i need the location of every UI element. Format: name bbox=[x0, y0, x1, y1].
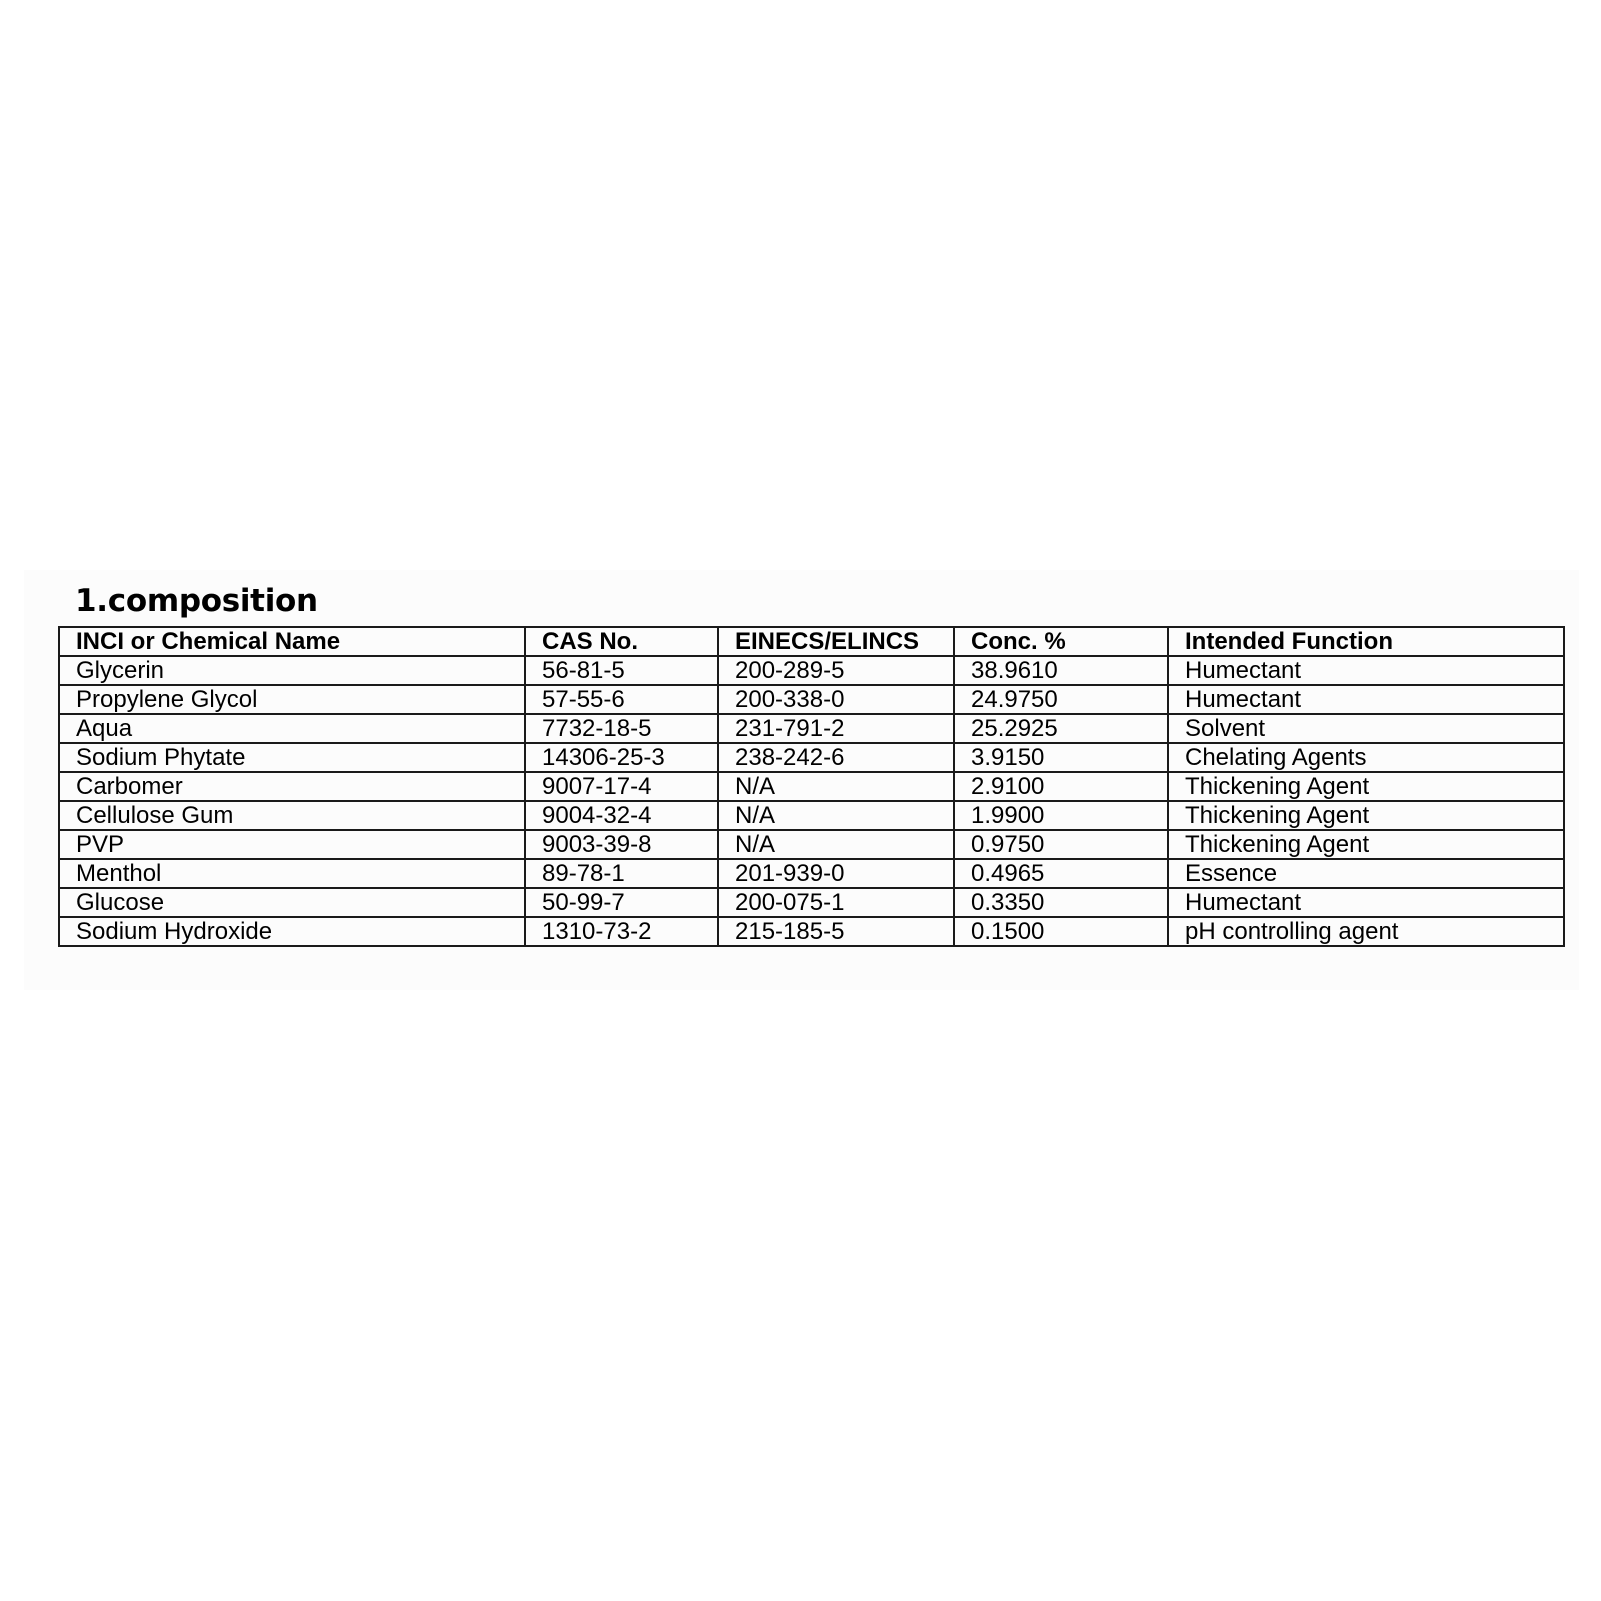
cell-einecs: 215-185-5 bbox=[718, 917, 954, 946]
cell-cas-no: 50-99-7 bbox=[525, 888, 718, 917]
table-row bbox=[59, 714, 1564, 743]
table-row bbox=[59, 685, 1564, 714]
cell-inci-name: Carbomer bbox=[59, 772, 525, 801]
cell-einecs: 231-791-2 bbox=[718, 714, 954, 743]
cell-cas-no: 14306-25-3 bbox=[525, 743, 718, 772]
cell-inci-name: PVP bbox=[59, 830, 525, 859]
table-header-row bbox=[59, 627, 1564, 656]
cell-concentration: 0.3350 bbox=[954, 888, 1168, 917]
cell-inci-name: Glycerin bbox=[59, 656, 525, 685]
header-concentration: Conc. % bbox=[954, 627, 1168, 656]
cell-function: Solvent bbox=[1168, 714, 1564, 743]
cell-einecs: 200-338-0 bbox=[718, 685, 954, 714]
cell-function: Thickening Agent bbox=[1168, 801, 1564, 830]
table-row bbox=[59, 801, 1564, 830]
composition-table bbox=[58, 626, 1565, 947]
cell-cas-no: 9004-32-4 bbox=[525, 801, 718, 830]
cell-function: Thickening Agent bbox=[1168, 830, 1564, 859]
cell-function: Chelating Agents bbox=[1168, 743, 1564, 772]
cell-einecs: N/A bbox=[718, 772, 954, 801]
cell-einecs: 201-939-0 bbox=[718, 859, 954, 888]
cell-concentration: 25.2925 bbox=[954, 714, 1168, 743]
cell-function: Humectant bbox=[1168, 656, 1564, 685]
cell-concentration: 2.9100 bbox=[954, 772, 1168, 801]
header-intended-function: Intended Function bbox=[1168, 627, 1564, 656]
section-title: 1.composition bbox=[75, 583, 318, 619]
cell-cas-no: 89-78-1 bbox=[525, 859, 718, 888]
header-einecs-elincs: EINECS/ELINCS bbox=[718, 627, 954, 656]
cell-concentration: 38.9610 bbox=[954, 656, 1168, 685]
table-row bbox=[59, 917, 1564, 946]
table-row bbox=[59, 859, 1564, 888]
cell-inci-name: Propylene Glycol bbox=[59, 685, 525, 714]
cell-inci-name: Aqua bbox=[59, 714, 525, 743]
cell-cas-no: 9007-17-4 bbox=[525, 772, 718, 801]
cell-inci-name: Menthol bbox=[59, 859, 525, 888]
table-row bbox=[59, 772, 1564, 801]
cell-concentration: 0.9750 bbox=[954, 830, 1168, 859]
cell-einecs: 200-075-1 bbox=[718, 888, 954, 917]
table-row bbox=[59, 743, 1564, 772]
cell-function: Thickening Agent bbox=[1168, 772, 1564, 801]
cell-function: Humectant bbox=[1168, 888, 1564, 917]
cell-einecs: N/A bbox=[718, 801, 954, 830]
cell-function: Humectant bbox=[1168, 685, 1564, 714]
cell-cas-no: 1310-73-2 bbox=[525, 917, 718, 946]
cell-concentration: 1.9900 bbox=[954, 801, 1168, 830]
table-row bbox=[59, 888, 1564, 917]
cell-function: pH controlling agent bbox=[1168, 917, 1564, 946]
header-inci-name: INCI or Chemical Name bbox=[59, 627, 525, 656]
cell-einecs: 238-242-6 bbox=[718, 743, 954, 772]
cell-cas-no: 7732-18-5 bbox=[525, 714, 718, 743]
cell-cas-no: 9003-39-8 bbox=[525, 830, 718, 859]
cell-function: Essence bbox=[1168, 859, 1564, 888]
cell-concentration: 24.9750 bbox=[954, 685, 1168, 714]
cell-einecs: 200-289-5 bbox=[718, 656, 954, 685]
cell-concentration: 0.1500 bbox=[954, 917, 1168, 946]
cell-concentration: 0.4965 bbox=[954, 859, 1168, 888]
table-row bbox=[59, 656, 1564, 685]
cell-cas-no: 57-55-6 bbox=[525, 685, 718, 714]
cell-cas-no: 56-81-5 bbox=[525, 656, 718, 685]
cell-inci-name: Sodium Hydroxide bbox=[59, 917, 525, 946]
cell-inci-name: Glucose bbox=[59, 888, 525, 917]
cell-einecs: N/A bbox=[718, 830, 954, 859]
table-row bbox=[59, 830, 1564, 859]
cell-inci-name: Sodium Phytate bbox=[59, 743, 525, 772]
cell-inci-name: Cellulose Gum bbox=[59, 801, 525, 830]
header-cas-no: CAS No. bbox=[525, 627, 718, 656]
cell-concentration: 3.9150 bbox=[954, 743, 1168, 772]
